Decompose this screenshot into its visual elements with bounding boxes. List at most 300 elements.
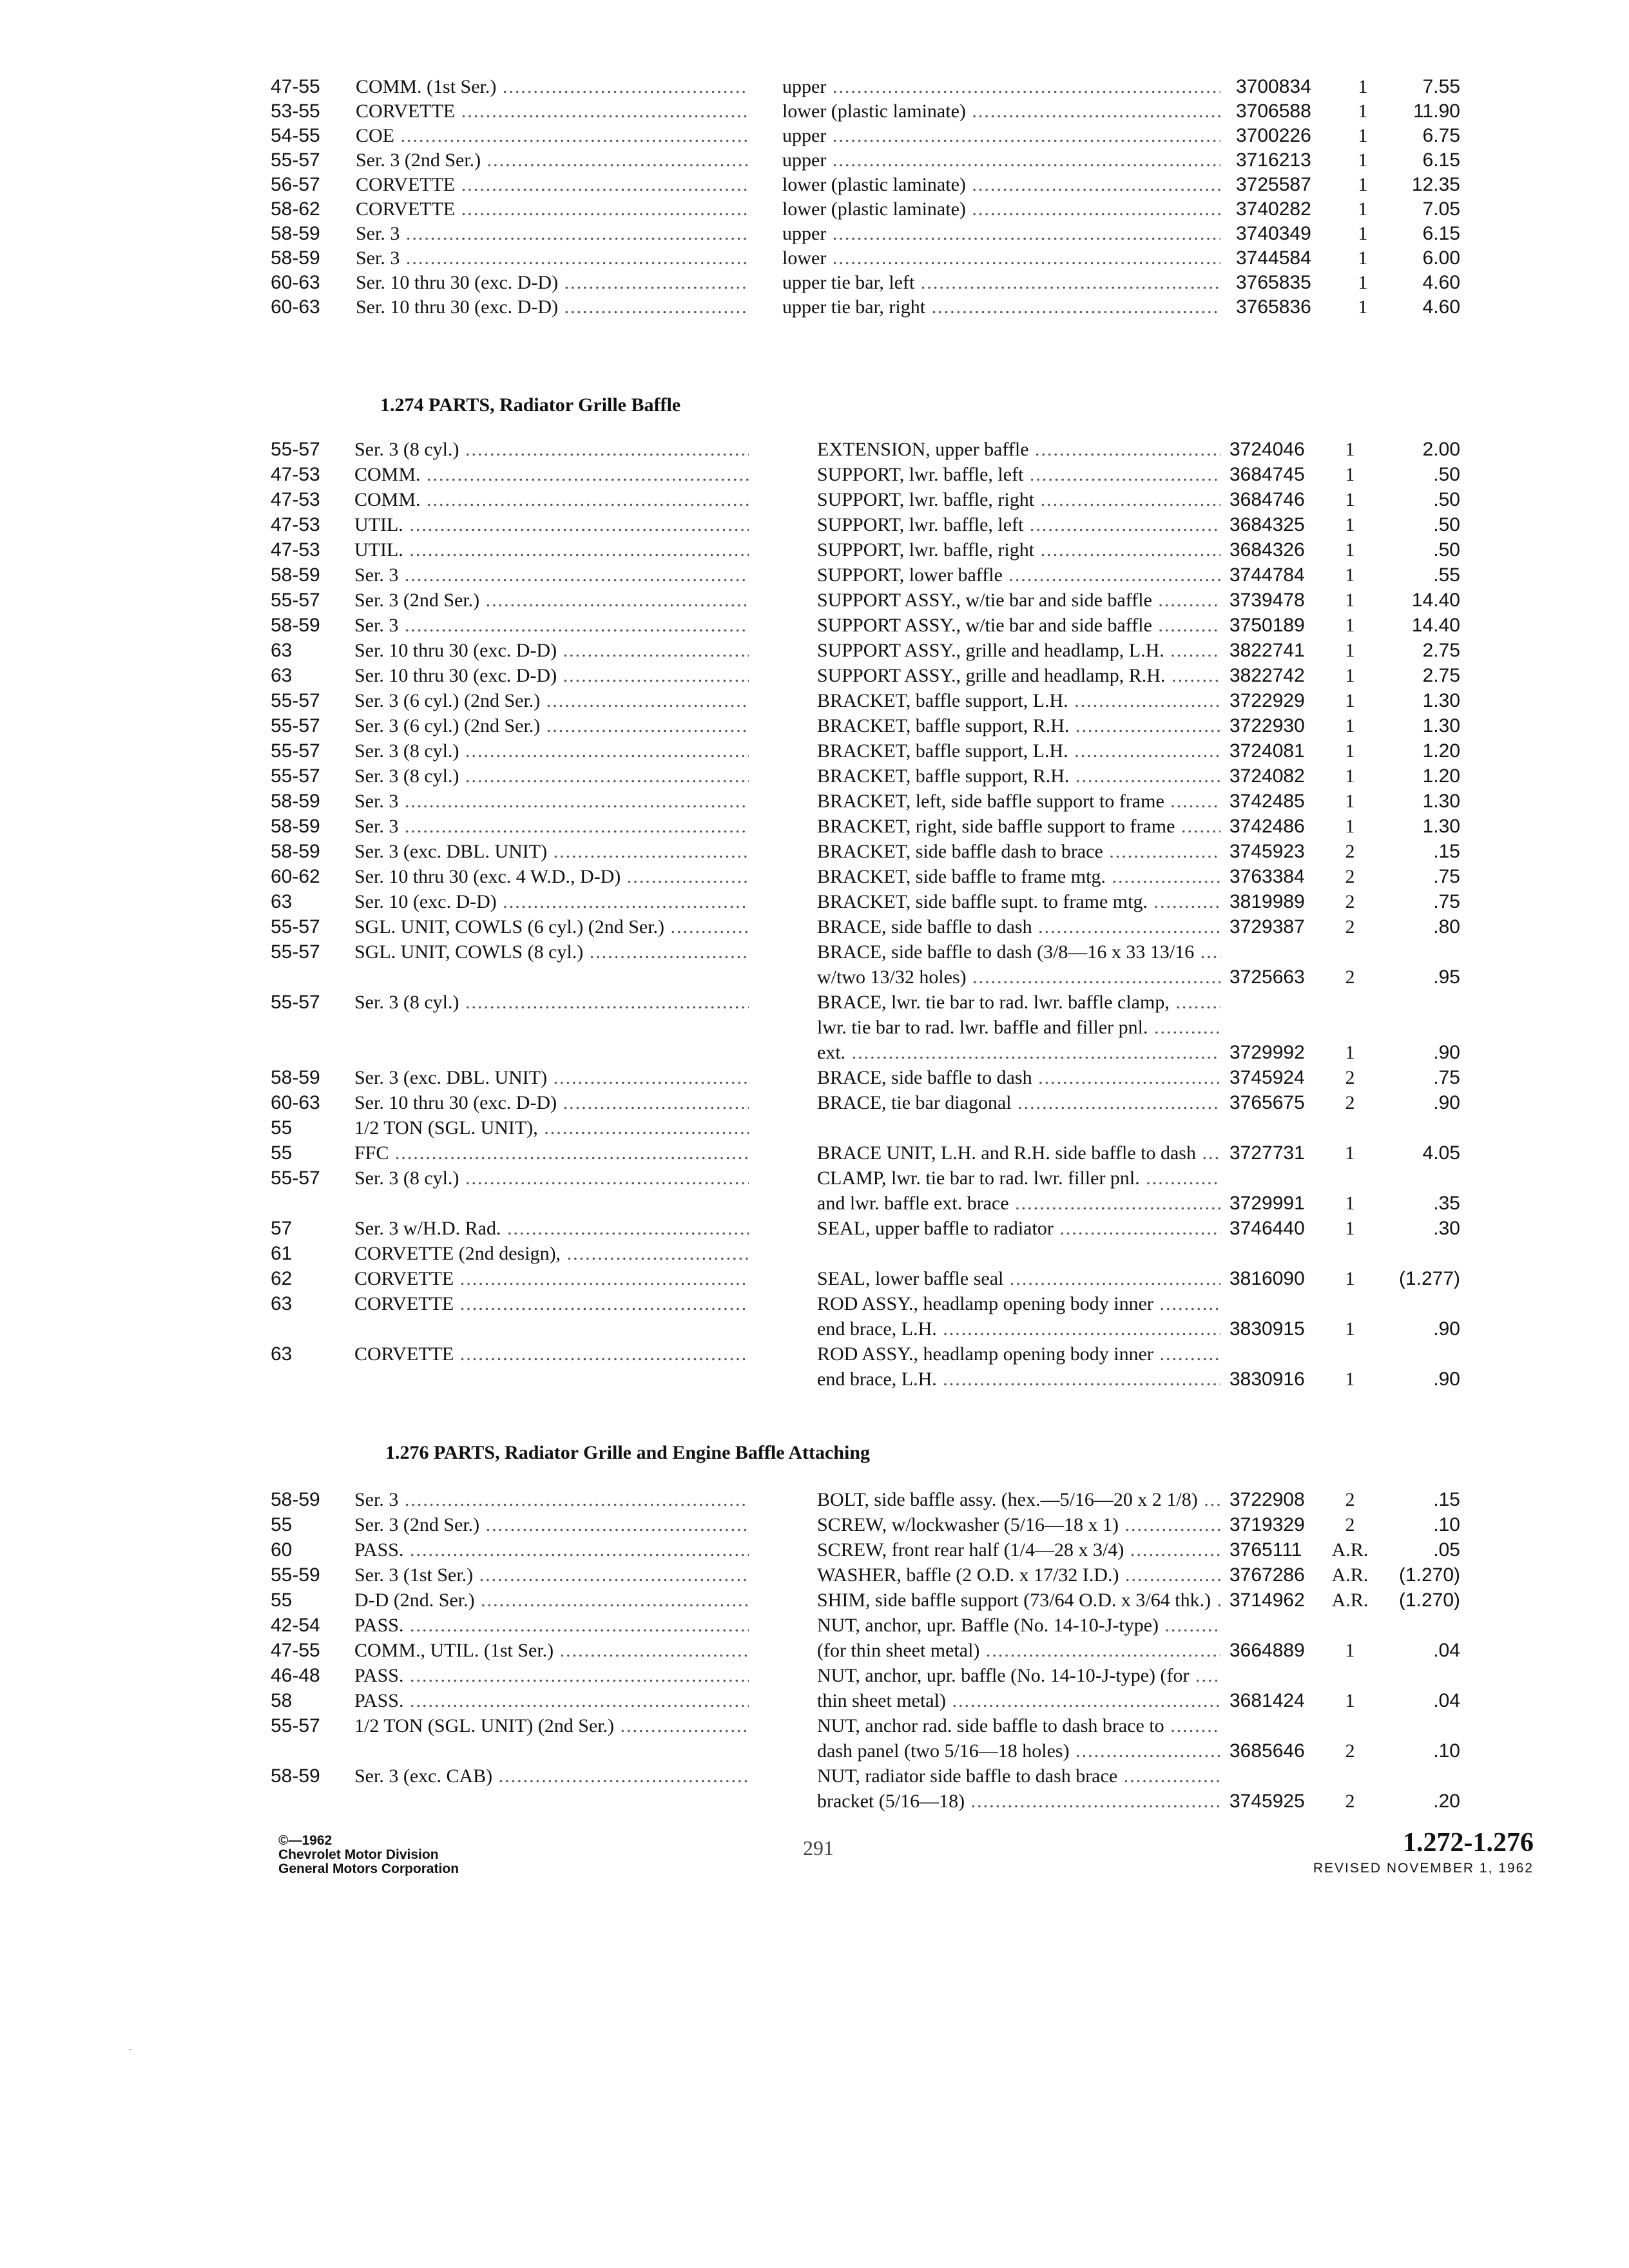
part-description: BRACKET, side baffle supt. to frame mtg. ..... — [817, 889, 1220, 914]
part-description: w/two 13/32 holes) ..... — [817, 965, 1220, 990]
part-description: SEAL, upper baffle to radiator ..... — [817, 1216, 1220, 1241]
model-years: 46-48 — [271, 1665, 320, 1686]
table-row — [0, 1015, 1629, 1040]
table-row — [0, 1291, 1629, 1316]
list-price: .95 — [1433, 966, 1460, 988]
model-description: PASS. ..... — [354, 1688, 749, 1713]
list-price: 6.00 — [1422, 247, 1460, 269]
table-row — [0, 173, 1629, 197]
model-description: Ser. 3 w/H.D. Rad. ..... — [354, 1216, 749, 1241]
part-description: bracket (5/16—18) ..... — [817, 1789, 1220, 1814]
model-description: Ser. 10 thru 30 (exc. D-D) ..... — [356, 271, 749, 295]
model-description: CORVETTE ..... — [356, 173, 749, 197]
list-price: .10 — [1433, 1740, 1460, 1762]
model-description: Ser. 3 (exc. DBL. UNIT) ..... — [354, 1065, 749, 1090]
part-description: BRACKET, left, side baffle support to frame ..... — [817, 789, 1220, 814]
part-description: upper ..... — [782, 148, 1220, 173]
list-price: .30 — [1433, 1218, 1460, 1239]
quantity: 2 — [1345, 1740, 1355, 1762]
model-years: 47-53 — [271, 514, 320, 535]
model-years: 63 — [271, 891, 293, 912]
quantity: 1 — [1345, 740, 1355, 762]
model-description: Ser. 3 (8 cyl.) ..... — [354, 990, 749, 1015]
model-description: PASS. ..... — [354, 1537, 749, 1562]
model-description: COE ..... — [356, 124, 749, 148]
quantity: 1 — [1358, 125, 1368, 146]
model-description: Ser. 10 thru 30 (exc. D-D) ..... — [354, 663, 749, 688]
part-description: SUPPORT, lwr. baffle, right ..... — [817, 537, 1220, 562]
list-price: 7.55 — [1422, 76, 1460, 97]
part-number: 3765675 — [1229, 1092, 1305, 1113]
model-description: Ser. 3 ..... — [354, 562, 749, 588]
table-row — [0, 1191, 1629, 1216]
quantity: 2 — [1345, 841, 1355, 862]
part-number: 3830916 — [1229, 1369, 1305, 1390]
list-price: .50 — [1433, 514, 1460, 535]
part-number: 3724082 — [1229, 765, 1305, 787]
part-description: SUPPORT ASSY., w/tie bar and side baffle ..... — [817, 588, 1220, 613]
table-row — [0, 246, 1629, 271]
model-years: 55-57 — [271, 1715, 320, 1736]
model-years: 42-54 — [271, 1615, 320, 1636]
list-price: 14.40 — [1411, 615, 1460, 636]
list-price: .75 — [1433, 866, 1460, 887]
list-price: 1.30 — [1422, 791, 1460, 812]
part-number: 3744784 — [1229, 564, 1305, 586]
part-description: BRACE, side baffle to dash ..... — [817, 914, 1220, 939]
list-price: .05 — [1433, 1539, 1460, 1561]
table-row — [0, 1166, 1629, 1191]
table-row — [0, 1789, 1629, 1814]
quantity: A.R. — [1331, 1590, 1369, 1611]
section-3-heading: 1.276 PARTS, Radiator Grille and Engine Baffle Attaching — [385, 1442, 871, 1463]
model-years: 55 — [271, 1117, 293, 1139]
part-number: 3750189 — [1229, 615, 1305, 636]
part-description: lower (plastic laminate) ..... — [782, 197, 1220, 222]
model-description: Ser. 3 ..... — [356, 246, 749, 271]
part-description: SUPPORT, lwr. baffle, right ..... — [817, 487, 1220, 512]
part-description: WASHER, baffle (2 O.D. x 17/32 I.D.) ..... — [817, 1562, 1220, 1588]
list-price: .04 — [1433, 1640, 1460, 1661]
table-row — [0, 197, 1629, 222]
model-description: Ser. 3 ..... — [354, 1487, 749, 1512]
part-number: 3767286 — [1229, 1564, 1305, 1586]
quantity: A.R. — [1331, 1564, 1369, 1586]
part-number: 3822741 — [1229, 640, 1305, 661]
list-price: .15 — [1433, 841, 1460, 862]
list-price: 2.75 — [1422, 640, 1460, 661]
table-row — [0, 1090, 1629, 1115]
table-row — [0, 512, 1629, 537]
part-number: 3719329 — [1229, 1514, 1305, 1535]
part-number: 3684326 — [1229, 539, 1305, 561]
list-price: 2.00 — [1422, 439, 1460, 460]
table-row — [0, 1713, 1629, 1738]
table-row — [0, 688, 1629, 713]
part-number: 3729387 — [1229, 916, 1305, 937]
list-price: .90 — [1433, 1092, 1460, 1113]
table-row — [0, 1115, 1629, 1140]
part-description: and lwr. baffle ext. brace ..... — [817, 1191, 1220, 1216]
part-number: 3714962 — [1229, 1590, 1305, 1611]
part-description: BRACKET, side baffle dash to brace ..... — [817, 839, 1220, 864]
model-description: UTIL. ..... — [354, 537, 749, 562]
table-row — [0, 663, 1629, 688]
part-number: 3722929 — [1229, 690, 1305, 711]
part-description: end brace, L.H. ..... — [817, 1316, 1220, 1341]
part-description: SUPPORT ASSY., grille and headlamp, R.H. ..... — [817, 663, 1220, 688]
model-description: CORVETTE ..... — [354, 1266, 749, 1291]
part-number: 3724081 — [1229, 740, 1305, 762]
list-price: 14.40 — [1411, 590, 1460, 611]
list-price: (1.277) — [1398, 1268, 1460, 1289]
part-number: 3725587 — [1236, 174, 1311, 195]
part-description: end brace, L.H. ..... — [817, 1367, 1220, 1392]
table-row — [0, 1316, 1629, 1341]
quantity: 1 — [1345, 765, 1355, 787]
part-number: 3819989 — [1229, 891, 1305, 912]
table-row — [0, 738, 1629, 764]
model-years: 62 — [271, 1268, 293, 1289]
model-years: 60-63 — [271, 272, 320, 293]
list-price: .90 — [1433, 1318, 1460, 1340]
part-number: 3700834 — [1236, 76, 1311, 97]
table-row — [0, 638, 1629, 663]
list-price: .50 — [1433, 489, 1460, 510]
part-number: 3722908 — [1229, 1489, 1305, 1510]
table-row — [0, 1487, 1629, 1512]
quantity: 2 — [1345, 966, 1355, 988]
quantity: 1 — [1345, 1369, 1355, 1390]
model-description: Ser. 3 (1st Ser.) ..... — [354, 1562, 749, 1588]
quantity: 1 — [1345, 1640, 1355, 1661]
part-number: 3765836 — [1236, 296, 1311, 318]
part-description: SUPPORT, lwr. baffle, left ..... — [817, 512, 1220, 537]
part-description: ext. ..... — [817, 1040, 1220, 1065]
model-description: Ser. 3 ..... — [354, 789, 749, 814]
model-years: 55-57 — [271, 740, 320, 762]
part-description: CLAMP, lwr. tie bar to rad. lwr. filler pnl. ..... — [817, 1166, 1220, 1191]
model-description: CORVETTE (2nd design), ..... — [354, 1241, 749, 1266]
list-price: .15 — [1433, 1489, 1460, 1510]
table-row — [0, 271, 1629, 295]
part-number: 3725663 — [1229, 966, 1305, 988]
division-name: Chevrolet Motor Division — [278, 1847, 439, 1862]
part-description: EXTENSION, upper baffle ..... — [817, 437, 1220, 462]
table-row — [0, 613, 1629, 638]
quantity: 1 — [1358, 149, 1368, 171]
table-row — [0, 1738, 1629, 1763]
quantity: 1 — [1345, 615, 1355, 636]
quantity: 1 — [1345, 1690, 1355, 1711]
table-row — [0, 1140, 1629, 1166]
part-description: SUPPORT ASSY., grille and headlamp, L.H. ..... — [817, 638, 1220, 663]
list-price: 12.35 — [1411, 174, 1460, 195]
table-row — [0, 487, 1629, 512]
model-description: Ser. 10 thru 30 (exc. D-D) ..... — [354, 1090, 749, 1115]
quantity: 1 — [1345, 1042, 1355, 1063]
model-description: Ser. 3 (2nd Ser.) ..... — [354, 1512, 749, 1537]
list-price: .75 — [1433, 891, 1460, 912]
scan-speck — [129, 2049, 131, 2050]
table-row — [0, 124, 1629, 148]
table-row — [0, 1588, 1629, 1613]
model-years: 58 — [271, 1690, 293, 1711]
part-description: BRACKET, side baffle to frame mtg. ..... — [817, 864, 1220, 889]
quantity: 2 — [1345, 1067, 1355, 1088]
list-price: 4.60 — [1422, 272, 1460, 293]
model-description: PASS. ..... — [354, 1663, 749, 1688]
part-number: 3684325 — [1229, 514, 1305, 535]
table-row — [0, 588, 1629, 613]
table-row — [0, 562, 1629, 588]
table-row — [0, 990, 1629, 1015]
table-row — [0, 864, 1629, 889]
model-years: 47-55 — [271, 76, 320, 97]
quantity: 1 — [1345, 665, 1355, 686]
part-number: 3722930 — [1229, 715, 1305, 736]
section-1-table — [0, 75, 1629, 320]
section-2-heading: 1.274 PARTS, Radiator Grille Baffle — [380, 394, 681, 416]
part-description: BRACKET, baffle support, L.H. ..... — [817, 688, 1220, 713]
list-price: 1.30 — [1422, 816, 1460, 837]
list-price: 6.75 — [1422, 125, 1460, 146]
part-description: SCREW, front rear half (1/4—28 x 3/4) ..... — [817, 1537, 1220, 1562]
part-description: lower (plastic laminate) ..... — [782, 99, 1220, 124]
table-row — [0, 1266, 1629, 1291]
model-years: 55-57 — [271, 690, 320, 711]
model-description: Ser. 3 (8 cyl.) ..... — [354, 764, 749, 789]
part-number: 3745925 — [1229, 1791, 1305, 1812]
model-years: 55 — [271, 1142, 293, 1164]
part-description: NUT, anchor, upr. baffle (No. 14-10-J-type) (for ..... — [817, 1663, 1220, 1688]
model-years: 55-59 — [271, 1564, 320, 1586]
model-years: 47-55 — [271, 1640, 320, 1661]
part-number: 3816090 — [1229, 1268, 1305, 1289]
model-years: 55-57 — [271, 916, 320, 937]
table-row — [0, 889, 1629, 914]
model-description: CORVETTE ..... — [354, 1341, 749, 1367]
quantity: 1 — [1358, 223, 1368, 244]
part-number: 3700226 — [1236, 125, 1311, 146]
model-description: Ser. 3 ..... — [356, 222, 749, 246]
part-number: 3744584 — [1236, 247, 1311, 269]
model-years: 55 — [271, 1590, 293, 1611]
quantity: 1 — [1358, 198, 1368, 220]
part-number: 3745924 — [1229, 1067, 1305, 1088]
table-row — [0, 222, 1629, 246]
table-row — [0, 1367, 1629, 1392]
model-description: CORVETTE ..... — [354, 1291, 749, 1316]
list-price: .10 — [1433, 1514, 1460, 1535]
model-years: 56-57 — [271, 174, 320, 195]
model-years: 55 — [271, 1514, 293, 1535]
part-description: BRACKET, baffle support, R.H. ..... — [817, 713, 1220, 738]
quantity: 2 — [1345, 891, 1355, 912]
quantity: 1 — [1345, 1318, 1355, 1340]
list-price: .20 — [1433, 1791, 1460, 1812]
table-row — [0, 1688, 1629, 1713]
model-years: 53-55 — [271, 101, 320, 122]
list-price: 6.15 — [1422, 149, 1460, 171]
part-number: 3742486 — [1229, 816, 1305, 837]
model-years: 60-63 — [271, 1092, 320, 1113]
quantity: 1 — [1345, 816, 1355, 837]
model-years: 58-59 — [271, 247, 320, 269]
part-number: 3724046 — [1229, 439, 1305, 460]
list-price: .75 — [1433, 1067, 1460, 1088]
part-number: 3684746 — [1229, 489, 1305, 510]
model-description: Ser. 10 (exc. D-D) ..... — [354, 889, 749, 914]
section-2-table — [0, 437, 1629, 1392]
model-description: Ser. 3 (2nd Ser.) ..... — [356, 148, 749, 173]
model-description: PASS. ..... — [354, 1613, 749, 1638]
model-years: 55-57 — [271, 765, 320, 787]
part-description: BRACKET, baffle support, R.H. ..... — [817, 764, 1220, 789]
quantity: 2 — [1345, 1092, 1355, 1113]
list-price: (1.270) — [1398, 1590, 1460, 1611]
model-description: Ser. 3 ..... — [354, 814, 749, 839]
part-number: 3681424 — [1229, 1690, 1305, 1711]
part-number: 3830915 — [1229, 1318, 1305, 1340]
model-description: 1/2 TON (SGL. UNIT) (2nd Ser.) ..... — [354, 1713, 749, 1738]
quantity: 1 — [1345, 690, 1355, 711]
part-description: BRACE, lwr. tie bar to rad. lwr. baffle clamp, ..... — [817, 990, 1220, 1015]
list-price: 6.15 — [1422, 223, 1460, 244]
section-range: 1.272-1.276 — [1403, 1828, 1534, 1858]
part-number: 3739478 — [1229, 590, 1305, 611]
model-years: 55-57 — [271, 1168, 320, 1189]
model-years: 47-53 — [271, 539, 320, 561]
model-description: 1/2 TON (SGL. UNIT), ..... — [354, 1115, 749, 1140]
model-description: COMM., UTIL. (1st Ser.) ..... — [354, 1638, 749, 1663]
quantity: 1 — [1345, 1193, 1355, 1214]
part-description: upper ..... — [782, 75, 1220, 99]
table-row — [0, 965, 1629, 990]
quantity: 1 — [1345, 590, 1355, 611]
part-description: BRACKET, baffle support, L.H. ..... — [817, 738, 1220, 764]
model-description: Ser. 3 (2nd Ser.) ..... — [354, 588, 749, 613]
corporation-name: General Motors Corporation — [278, 1861, 459, 1876]
part-number: 3740282 — [1236, 198, 1311, 220]
table-row — [0, 1341, 1629, 1367]
model-years: 55-57 — [271, 715, 320, 736]
list-price: 4.60 — [1422, 296, 1460, 318]
model-description: COMM. (1st Ser.) ..... — [356, 75, 749, 99]
model-years: 55-57 — [271, 992, 320, 1013]
model-years: 63 — [271, 1293, 293, 1314]
part-description: BRACKET, right, side baffle support to frame ..... — [817, 814, 1220, 839]
part-number: 3716213 — [1236, 149, 1311, 171]
part-number: 3706588 — [1236, 101, 1311, 122]
model-years: 54-55 — [271, 125, 320, 146]
model-years: 47-53 — [271, 464, 320, 485]
page-number: 291 — [803, 1836, 834, 1860]
table-row — [0, 1065, 1629, 1090]
model-years: 57 — [271, 1218, 293, 1239]
table-row — [0, 1663, 1629, 1688]
model-years: 47-53 — [271, 489, 320, 510]
table-row — [0, 1613, 1629, 1638]
part-number: 3685646 — [1229, 1740, 1305, 1762]
table-row — [0, 537, 1629, 562]
part-description: NUT, anchor rad. side baffle to dash brace to ..... — [817, 1713, 1220, 1738]
quantity: 2 — [1345, 1791, 1355, 1812]
table-row — [0, 75, 1629, 99]
quantity: 2 — [1345, 1514, 1355, 1535]
copyright: ©—1962 — [278, 1833, 333, 1848]
part-number: 3822742 — [1229, 665, 1305, 686]
part-description: ROD ASSY., headlamp opening body inner ..... — [817, 1291, 1220, 1316]
part-number: 3746440 — [1229, 1218, 1305, 1239]
table-row — [0, 462, 1629, 487]
part-description: BRACE, side baffle to dash ..... — [817, 1065, 1220, 1090]
table-row — [0, 1040, 1629, 1065]
quantity: 1 — [1358, 101, 1368, 122]
part-number: 3765111 — [1229, 1539, 1302, 1561]
part-description: dash panel (two 5/16—18 holes) ..... — [817, 1738, 1220, 1763]
model-years: 58-59 — [271, 615, 320, 636]
part-description: NUT, anchor, upr. Baffle (No. 14-10-J-type) ..... — [817, 1613, 1220, 1638]
section-3-table — [0, 1487, 1629, 1814]
table-row — [0, 764, 1629, 789]
part-number: 3684745 — [1229, 464, 1305, 485]
table-row — [0, 1537, 1629, 1562]
table-row — [0, 839, 1629, 864]
model-description: Ser. 3 (exc. CAB) ..... — [354, 1763, 749, 1789]
part-number: 3765835 — [1236, 272, 1311, 293]
list-price: .90 — [1433, 1369, 1460, 1390]
part-description: SHIM, side baffle support (73/64 O.D. x 3/64 thk.) ..... — [817, 1588, 1220, 1613]
part-description: NUT, radiator side baffle to dash brace ..... — [817, 1763, 1220, 1789]
model-years: 58-59 — [271, 816, 320, 837]
part-number: 3745923 — [1229, 841, 1305, 862]
quantity: 1 — [1358, 174, 1368, 195]
model-description: Ser. 10 thru 30 (exc. 4 W.D., D-D) ..... — [354, 864, 749, 889]
list-price: 2.75 — [1422, 665, 1460, 686]
part-description: (for thin sheet metal) ..... — [817, 1638, 1220, 1663]
model-description: FFC ..... — [354, 1140, 749, 1166]
part-description: BOLT, side baffle assy. (hex.—5/16—20 x 2 1/8) ..... — [817, 1487, 1220, 1512]
publisher-block — [278, 1834, 459, 1876]
model-description: COMM. ..... — [354, 462, 749, 487]
quantity: 1 — [1345, 489, 1355, 510]
table-row — [0, 99, 1629, 124]
model-description: Ser. 3 (6 cyl.) (2nd Ser.) ..... — [354, 688, 749, 713]
quantity: 2 — [1345, 916, 1355, 937]
table-row — [0, 814, 1629, 839]
part-description: BRACE UNIT, L.H. and R.H. side baffle to dash ..... — [817, 1140, 1220, 1166]
model-years: 60-62 — [271, 866, 320, 887]
part-number: 3729992 — [1229, 1042, 1305, 1063]
list-price: 11.90 — [1413, 101, 1460, 122]
table-row — [0, 1512, 1629, 1537]
list-price: (1.270) — [1398, 1564, 1460, 1586]
model-description: Ser. 3 ..... — [354, 613, 749, 638]
quantity: 1 — [1358, 296, 1368, 318]
model-years: 55-57 — [271, 941, 320, 963]
list-price: 1.20 — [1422, 740, 1460, 762]
quantity: 1 — [1345, 439, 1355, 460]
model-description: SGL. UNIT, COWLS (8 cyl.) ..... — [354, 939, 749, 965]
quantity: 1 — [1345, 640, 1355, 661]
part-description: upper tie bar, left ..... — [782, 271, 1220, 295]
table-row — [0, 437, 1629, 462]
list-price: .80 — [1433, 916, 1460, 937]
table-row — [0, 789, 1629, 814]
list-price: 1.30 — [1422, 715, 1460, 736]
model-years: 60-63 — [271, 296, 320, 318]
